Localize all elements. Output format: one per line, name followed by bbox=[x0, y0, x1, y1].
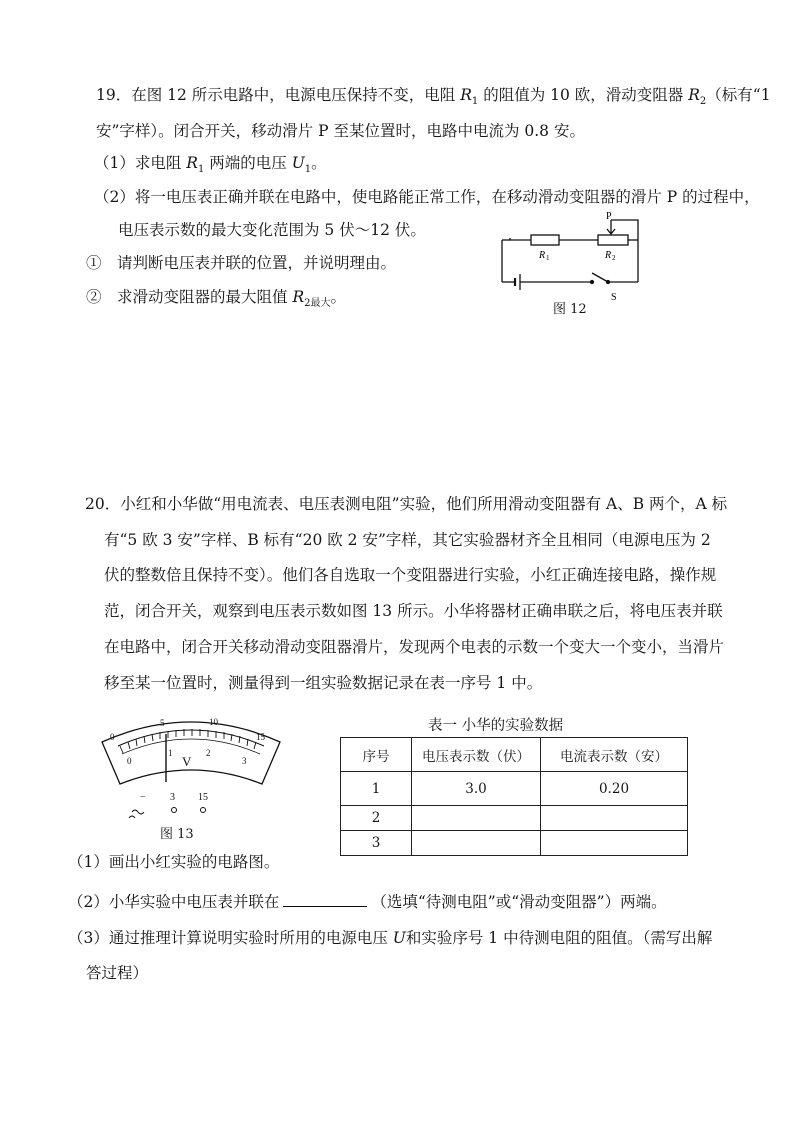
label-r2-sub: 2 bbox=[612, 254, 616, 262]
terminal-negative: − bbox=[140, 792, 146, 803]
cell-voltage bbox=[412, 806, 541, 831]
dial-outline bbox=[102, 722, 280, 784]
terminal-15: 15 bbox=[198, 792, 208, 803]
q20-subquestion-3: （3）通过推理计算说明实验时所用的电源电压 U和实验序号 1 中待测电阻的阻值。（需写出解 bbox=[68, 929, 713, 947]
header-index: 序号 bbox=[341, 738, 412, 772]
q20-subquestion-2: （2）小华实验中电压表并联在 （选填“待测电阻”或“滑动变阻器”）两端。 bbox=[68, 890, 667, 912]
lower-scale-0: 0 bbox=[127, 756, 132, 766]
lower-scale-2: 2 bbox=[206, 748, 211, 758]
q19-part-1: ① 请判断电压表并联的位置，并说明理由。 bbox=[86, 254, 397, 272]
circuit-diagram-fig12 bbox=[498, 210, 648, 310]
upper-scale-5: 5 bbox=[160, 718, 165, 728]
cell-current bbox=[541, 806, 688, 831]
cell-voltage bbox=[412, 831, 541, 856]
rheostat-r2 bbox=[598, 235, 628, 245]
fig12-caption: 图 12 bbox=[553, 302, 587, 317]
upper-scale-10: 10 bbox=[209, 717, 218, 727]
q20-subquestion-1: （1）画出小红实验的电路图。 bbox=[68, 853, 280, 871]
q20-stem-line6: 移至某一位置时，测量得到一组实验数据记录在表一序号 1 中。 bbox=[104, 674, 543, 692]
q19-stem-line2: 安”字样）。闭合开关，移动滑片 P 至某位置时，电路中电流为 0.8 安。 bbox=[96, 122, 585, 140]
q19-subquestion-2-cont: 电压表示数的最大变化范围为 5 伏～12 伏。 bbox=[118, 221, 426, 239]
cell-current: 0.20 bbox=[541, 772, 688, 806]
voltmeter-symbol: V bbox=[182, 754, 192, 769]
terminal-3-post bbox=[172, 808, 177, 813]
q19-subquestion-2: （2）将一电压表正确并联在电路中，使电路能正常工作，在移动滑动变阻器的滑片 P 的过程中， bbox=[94, 188, 760, 206]
label-switch-s: S bbox=[611, 292, 617, 303]
cell-index: 1 bbox=[341, 772, 412, 806]
table-row bbox=[341, 831, 688, 856]
table-row bbox=[341, 806, 688, 831]
q20-stem-line3: 伏的整数倍且保持不变）。他们各自选取一个变阻器进行实验，小红正确连接电路，操作规 bbox=[104, 566, 717, 584]
header-current: 电流表示数（安） bbox=[541, 738, 688, 772]
q20-stem-line1: 20．小红和小华做“用电流表、电压表测电阻”实验，他们所用滑动变阻器有 A、B 两个，A 标 bbox=[85, 495, 728, 513]
lower-scale-1: 1 bbox=[168, 748, 173, 758]
label-slider-p: P bbox=[606, 211, 612, 222]
fig13-caption: 图 13 bbox=[160, 827, 194, 842]
label-r1-sub: 1 bbox=[546, 254, 550, 262]
upper-scale-15: 15 bbox=[256, 732, 265, 742]
cell-index: 2 bbox=[341, 806, 412, 831]
data-table bbox=[340, 737, 688, 856]
resistor-r1 bbox=[531, 235, 559, 245]
label-r2: R bbox=[605, 250, 612, 261]
q19-stem-line1: 19．在图 12 所示电路中，电源电压保持不变，电阻 $R_1$ 的阻值为 10 欧，滑动变阻器 $R_2$（标有“1 bbox=[96, 86, 771, 108]
q20-stem-line4: 范，闭合开关，观察到电压表示数如图 13 所示。小华将器材正确串联之后，将电压表并联 bbox=[104, 602, 723, 620]
cell-index: 3 bbox=[341, 831, 412, 856]
terminal-15-post bbox=[201, 808, 206, 813]
table-header-row bbox=[341, 738, 688, 772]
cell-current bbox=[541, 831, 688, 856]
terminal-3: 3 bbox=[170, 792, 175, 803]
q20-stem-line5: 在电路中，闭合开关移动滑动变阻器滑片，发现两个电表的示数一个变大一个变小，当滑片 bbox=[104, 638, 725, 656]
cell-voltage: 3.0 bbox=[412, 772, 541, 806]
q19-part-2: ② 求滑动变阻器的最大阻值 $R_{2最大}$。 bbox=[86, 288, 346, 310]
voltmeter-dial-fig13 bbox=[96, 712, 286, 832]
terminal-negative-wire bbox=[132, 810, 144, 814]
label-r1: R bbox=[539, 250, 546, 261]
answer-blank[interactable] bbox=[283, 890, 367, 907]
dial-ticks bbox=[120, 729, 256, 753]
table-title: 表一 小华的实验数据 bbox=[428, 718, 564, 734]
upper-scale-0: 0 bbox=[110, 732, 115, 742]
table-row bbox=[341, 772, 688, 806]
header-voltage: 电压表示数（伏） bbox=[412, 738, 541, 772]
lower-scale-3: 3 bbox=[242, 756, 247, 766]
q20-subquestion-3-cont: 答过程） bbox=[86, 964, 149, 982]
q20-stem-line2: 有“5 欧 3 安”字样、B 标有“20 欧 2 安”字样，其它实验器材齐全且相同（电源电压为 2 bbox=[104, 531, 711, 549]
q19-subquestion-1: （1）求电阻 $R_1$ 两端的电压 $U_1$。 bbox=[94, 154, 327, 176]
